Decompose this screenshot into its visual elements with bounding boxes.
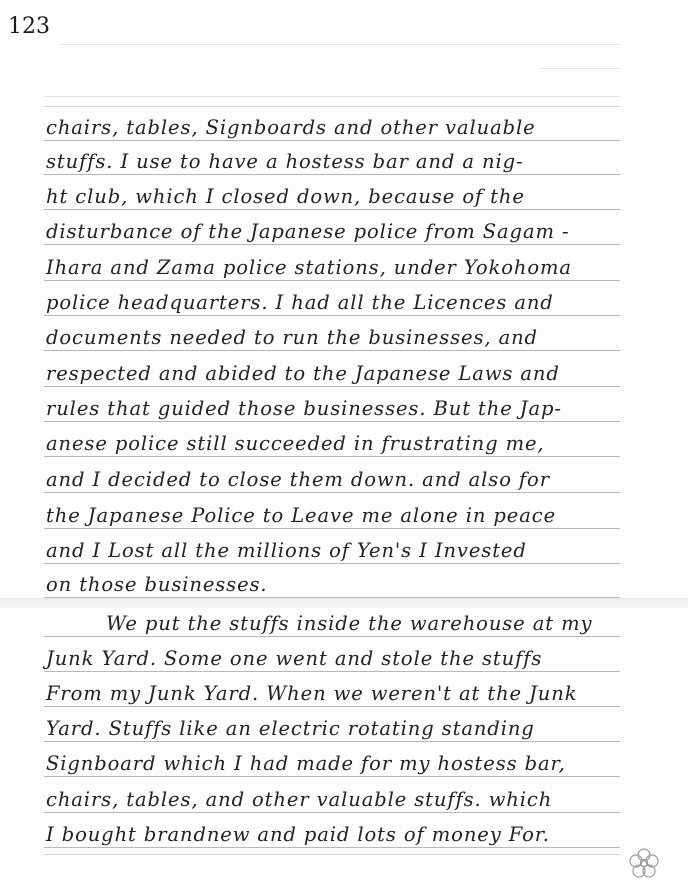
handwritten-line: respected and abided to the Japanese Laws and xyxy=(46,362,560,385)
handwritten-line: stuffs. I use to have a hostess bar and a nig- xyxy=(46,150,524,173)
handwritten-line: disturbance of the Japanese police from Sagam - xyxy=(46,220,570,243)
handwritten-line: the Japanese Police to Leave me alone in peace xyxy=(46,504,557,527)
ruled-line xyxy=(44,421,620,422)
ruled-line xyxy=(44,563,620,564)
page-number: 123 xyxy=(8,14,50,39)
ruled-line xyxy=(44,456,620,457)
ruled-line xyxy=(44,280,620,281)
handwritten-line: police headquarters. I had all the Licences and xyxy=(46,291,554,314)
handwritten-line: From my Junk Yard. When we weren't at the Junk xyxy=(46,682,578,705)
handwritten-line: Yard. Stuffs like an electric rotating standing xyxy=(46,717,535,740)
ruled-line xyxy=(44,209,620,210)
handwritten-line: ht club, which I closed down, because of the xyxy=(46,185,525,208)
handwritten-line: We put the stuffs inside the warehouse at my xyxy=(106,612,593,635)
handwritten-line: and I decided to close them down. and also for xyxy=(46,468,550,491)
ruled-line xyxy=(44,492,620,493)
ruled-line xyxy=(44,386,620,387)
ruled-line xyxy=(44,174,620,175)
ruled-line xyxy=(44,106,620,107)
scan-shadow-band xyxy=(0,598,688,608)
handwritten-line: on those businesses. xyxy=(46,573,268,596)
ruled-line xyxy=(44,597,620,598)
ruled-line xyxy=(44,847,620,848)
handwritten-line: and I Lost all the millions of Yen's I Invested xyxy=(46,539,527,562)
handwritten-line: chairs, tables, and other valuable stuffs. which xyxy=(46,788,553,811)
flower-stamp-icon xyxy=(627,846,661,880)
ruled-line xyxy=(44,315,620,316)
ruled-line xyxy=(44,350,620,351)
ruled-line xyxy=(44,854,620,855)
handwritten-line: Junk Yard. Some one went and stole the stuffs xyxy=(46,647,543,670)
ruled-line xyxy=(44,671,620,672)
handwritten-line: documents needed to run the businesses, and xyxy=(46,326,538,349)
ruled-line xyxy=(44,528,620,529)
handwritten-line: chairs, tables, Signboards and other valuable xyxy=(46,116,536,139)
ruled-line xyxy=(44,706,620,707)
ruled-line xyxy=(44,140,620,141)
ruled-line xyxy=(44,244,620,245)
handwritten-line: anese police still succeeded in frustrating me, xyxy=(46,432,545,455)
handwritten-line: Ihara and Zama police stations, under Yokohoma xyxy=(46,256,572,279)
ruled-line xyxy=(44,812,620,813)
ruled-line xyxy=(44,741,620,742)
handwritten-line: rules that guided those businesses. But the Jap- xyxy=(46,397,562,420)
ruled-line xyxy=(44,636,620,637)
ruled-line xyxy=(44,776,620,777)
handwritten-line: Signboard which I had made for my hostess bar, xyxy=(46,752,566,775)
handwritten-line: I bought brandnew and paid lots of money For. xyxy=(46,823,550,846)
